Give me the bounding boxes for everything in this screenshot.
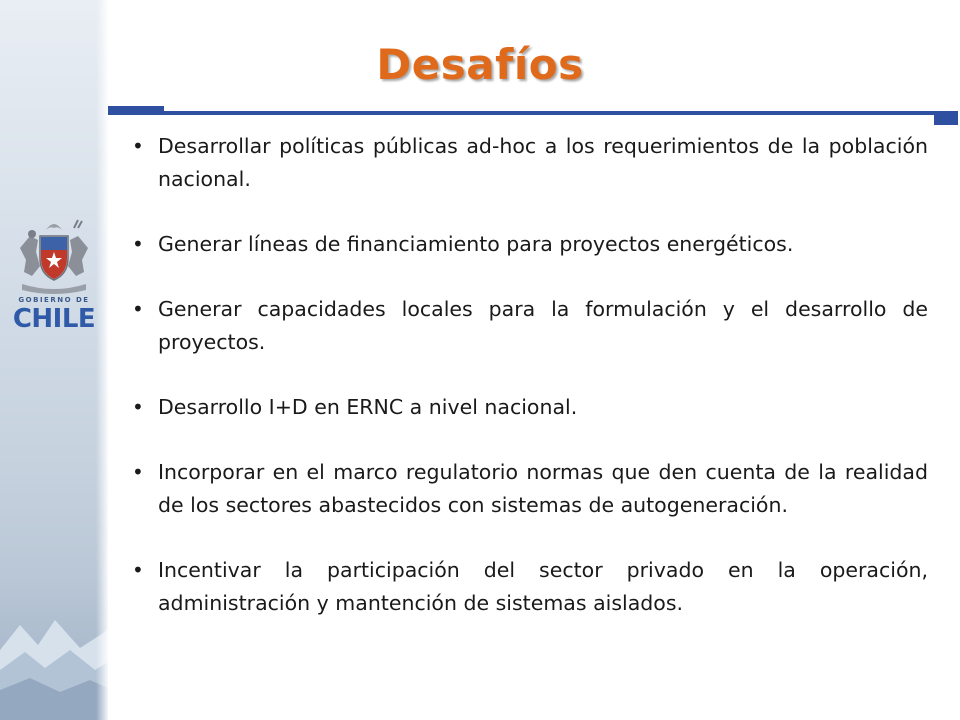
bullet-text: Incorporar en el marco regulatorio normas que den cuenta de la realidad de los sectores abastecidos con sistemas de autogeneración. bbox=[158, 460, 928, 517]
bullet-item bbox=[128, 456, 928, 522]
bullet-item bbox=[128, 293, 928, 359]
bullet-icon: • bbox=[132, 232, 144, 256]
bullet-item bbox=[128, 391, 928, 424]
coat-of-arms-icon bbox=[8, 218, 100, 296]
logo-gobierno-text: GOBIERNO DE bbox=[18, 296, 90, 304]
bullet-item bbox=[128, 554, 928, 620]
logo-chile-text: CHILE bbox=[12, 304, 96, 334]
title-divider bbox=[108, 111, 958, 115]
bullet-text: Generar capacidades locales para la formulación y el desarrollo de proyectos. bbox=[158, 297, 928, 354]
bullet-icon: • bbox=[132, 395, 144, 419]
bullet-icon: • bbox=[132, 297, 144, 321]
bullet-text: Desarrollo I+D en ERNC a nivel nacional. bbox=[158, 395, 578, 419]
bullet-item bbox=[128, 130, 928, 196]
bullet-text: Generar líneas de financiamiento para proyectos energéticos. bbox=[158, 232, 794, 256]
bullet-icon: • bbox=[132, 134, 144, 158]
bullet-item bbox=[128, 228, 928, 261]
bullet-icon: • bbox=[132, 460, 144, 484]
sidebar-panel bbox=[0, 0, 108, 720]
mountain-illustration bbox=[0, 590, 108, 720]
bullet-text: Desarrollar políticas públicas ad-hoc a los requerimientos de la población nacional. bbox=[158, 134, 928, 191]
bullet-text: Incentivar la participación del sector privado en la operación, administración y mantención de sistemas aislados. bbox=[158, 558, 928, 615]
bullet-icon: • bbox=[132, 558, 144, 582]
bullet-list bbox=[128, 130, 928, 620]
gobierno-de-chile-logo bbox=[8, 218, 100, 336]
slide-title: Desafíos bbox=[376, 40, 584, 89]
